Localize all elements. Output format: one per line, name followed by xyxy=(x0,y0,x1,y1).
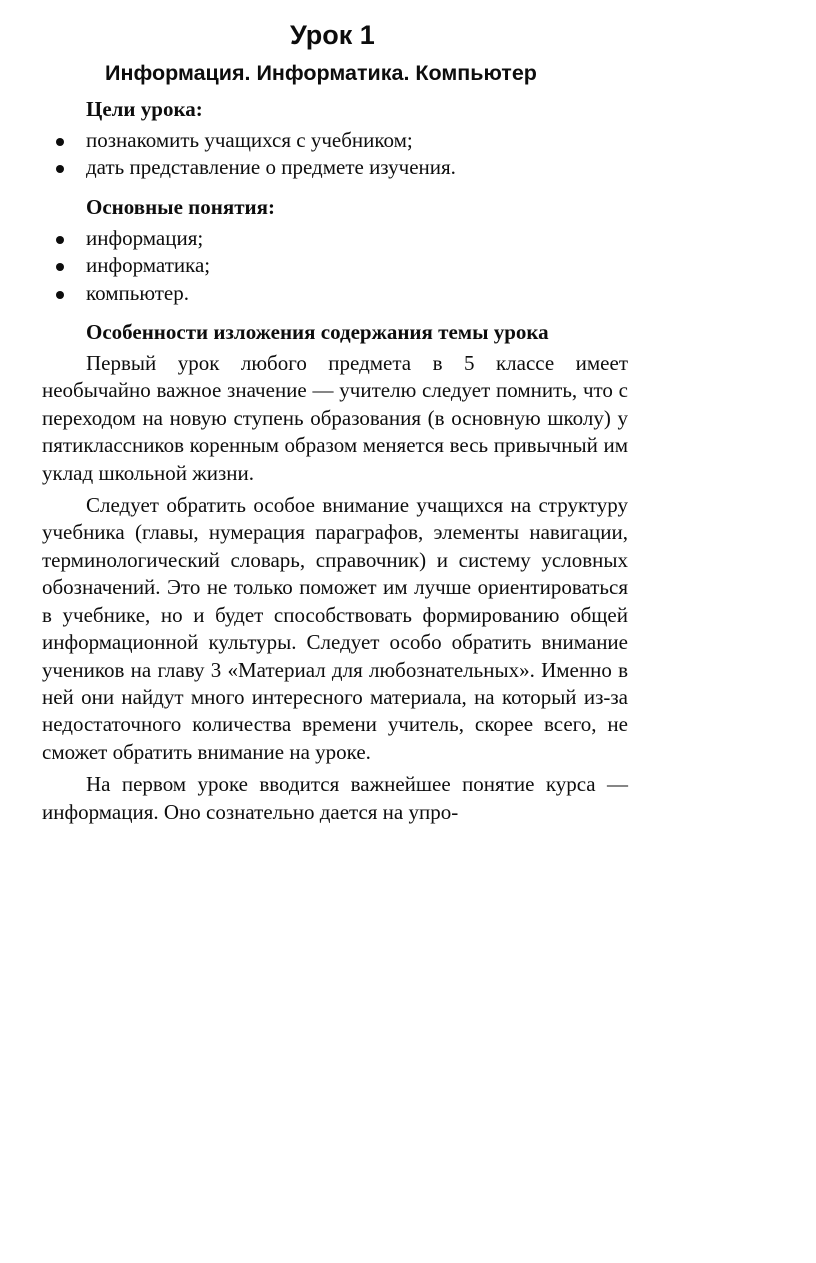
lesson-subtitle: Информация. Информатика. Компьютер xyxy=(105,61,537,85)
bullet-icon xyxy=(56,236,64,244)
concept-text: компьютер. xyxy=(86,280,190,305)
paragraph: Следует обратить особое внимание учащихся на структуру учебника (главы, нумерация параграфов, элементы навигации, терминологический словарь, справочник) и систему условных обозначений. Это не только поможет им лучше ориентироваться в учебнике, но и будет способствовать формированию общей информационной культуры. Следует особо обратить внимание учеников на главу 3 «Материал для любознательных». Именно в ней они найдут много интересного материала, на который из-за недостаточного количества времени учитель, скорее всего, не сможет обратить внимание на уроке. xyxy=(42,493,628,764)
document-body xyxy=(42,96,628,831)
bullet-icon xyxy=(56,263,64,271)
bullet-icon xyxy=(56,291,64,299)
concepts-list xyxy=(42,225,628,307)
lesson-title: Урок 1 xyxy=(290,20,375,50)
goal-text: дать представление о предмете изучения. xyxy=(86,155,456,180)
list-item xyxy=(42,280,628,307)
goal-text: познакомить учащихся с учебником; xyxy=(86,128,413,152)
list-item xyxy=(42,225,628,252)
paragraph: Первый урок любого предмета в 5 классе имеет необычайно важное значение — учителю следует помнить, что с переходом на новую ступень образования (в основную школу) у пятиклассников коренным образом меняется весь привычный им уклад школьной жизни. xyxy=(42,351,628,485)
goals-heading: Цели урока: xyxy=(86,97,203,121)
list-item xyxy=(42,252,628,279)
list-item xyxy=(42,127,628,154)
concept-text: информация; xyxy=(86,225,204,250)
features-heading: Особенности изложения содержания темы урока xyxy=(86,320,549,345)
concepts-heading: Основные понятия: xyxy=(86,194,275,219)
goals-list xyxy=(42,127,628,182)
paragraph: На первом уроке вводится важнейшее понятие курса — информация. Оно сознательно дается на упро- xyxy=(42,772,628,824)
list-item xyxy=(42,154,628,181)
concept-text: информатика; xyxy=(86,253,211,278)
bullet-icon xyxy=(56,138,64,146)
bullet-icon xyxy=(56,165,64,173)
